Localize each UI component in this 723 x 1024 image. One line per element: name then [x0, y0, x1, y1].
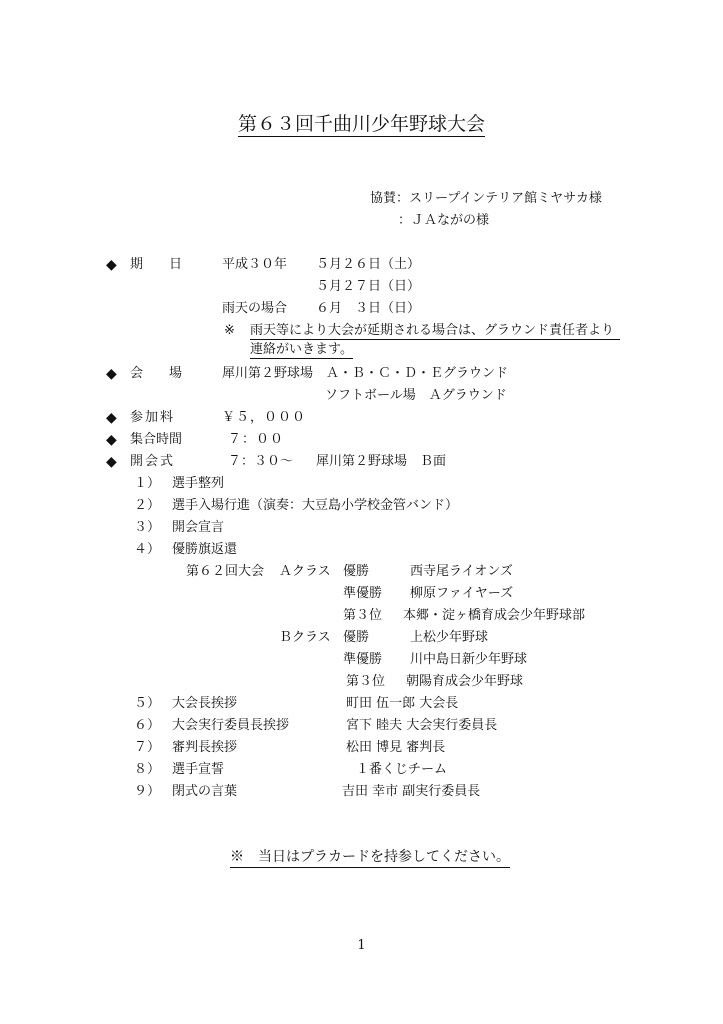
class-a-label: Ａクラス	[279, 564, 331, 579]
b-team: 川中島日新少年野球	[410, 652, 528, 667]
program-speaker: 宮下 睦夫 大会実行委員長	[346, 718, 498, 733]
program-num: ６）	[134, 718, 161, 733]
program-num: １）	[134, 476, 161, 491]
footer-note: ※ 当日はプラカードを持参してください。	[230, 849, 510, 868]
program-speaker: 吉田 幸市 副実行委員長	[342, 784, 481, 799]
page-number: 1	[357, 938, 366, 953]
program-item: 大会長挨拶	[172, 696, 238, 711]
bullet-diamond-icon: ◆	[106, 432, 117, 448]
venue-label: 会 場	[130, 366, 183, 381]
fee-value: ￥５，０００	[222, 410, 307, 425]
program-item: 閉式の言葉	[172, 784, 238, 799]
program-num: ５）	[134, 696, 161, 711]
rain-note-line-1: 雨天等により大会が延期される場合は、グラウンド責任者より	[250, 323, 620, 340]
rain-note-line-2: 連絡がいきます。	[250, 342, 353, 357]
program-item: 大会実行委員長挨拶	[172, 718, 290, 733]
program-num: ２）	[134, 498, 161, 513]
fee-label: 参加料	[130, 410, 176, 425]
ceremony-label: 開会式	[130, 454, 176, 469]
program-speaker: 町田 伍一郎 大会長	[346, 696, 459, 711]
class-b-label: Ｂクラス	[279, 630, 331, 645]
date-day-1: ５月２６日（土）	[316, 257, 421, 272]
rain-label: 雨天の場合	[222, 301, 288, 316]
a-place: 第３位	[343, 608, 383, 623]
date-era: 平成３０年	[222, 257, 288, 272]
program-item: 審判長挨拶	[172, 740, 238, 755]
venue-line-2: ソフトボール場 Ａグラウンド	[325, 388, 507, 403]
document-title: 第６３回千曲川少年野球大会	[237, 113, 485, 135]
bullet-diamond-icon: ◆	[106, 410, 117, 426]
note-mark: ※	[224, 323, 235, 338]
program-num: ９）	[134, 784, 161, 799]
program-num: ４）	[134, 542, 161, 557]
program-num: ７）	[134, 740, 161, 755]
program-item: 選手宣誓	[172, 762, 225, 777]
sponsor-line-2: ：ＪＡながの様	[398, 213, 490, 228]
a-team: 柳原ファイヤーズ	[410, 586, 514, 601]
meet-label: 集合時間	[130, 432, 183, 447]
ceremony-place: 犀川第２野球場 Ｂ面	[316, 454, 447, 469]
a-team: 本郷・淀ヶ橋育成会少年野球部	[403, 608, 586, 623]
sponsor-line-1: 協賛：スリープインテリア館ミヤサカ様	[370, 191, 602, 206]
bullet-diamond-icon: ◆	[106, 257, 117, 273]
past-tournament: 第６２回大会	[186, 564, 265, 579]
b-place: 優勝	[343, 630, 370, 645]
program-num: ３）	[134, 520, 161, 535]
date-day-2: ５月２７日（日）	[316, 279, 421, 294]
b-team: 上松少年野球	[410, 630, 489, 645]
b-team: 朝陽育成会少年野球	[406, 674, 524, 689]
bullet-diamond-icon: ◆	[106, 454, 117, 470]
b-place: 準優勝	[343, 652, 383, 667]
bullet-diamond-icon: ◆	[106, 366, 117, 382]
b-place: 第３位	[346, 674, 386, 689]
venue-line-1: 犀川第２野球場 Ａ・Ｂ・Ｃ・Ｄ・Ｅグラウンド	[222, 366, 509, 381]
program-item: 優勝旗返還	[172, 542, 238, 557]
a-team: 西寺尾ライオンズ	[410, 564, 513, 579]
program-speaker: １番くじチーム	[356, 762, 448, 777]
date-label: 期 日	[130, 257, 183, 272]
program-item: 選手入場行進（演奏：大豆島小学校金管バンド）	[172, 498, 459, 513]
rain-date: ６月 ３日（日）	[316, 301, 421, 316]
a-place: 準優勝	[343, 586, 383, 601]
meet-time: ７：００	[228, 432, 285, 447]
program-item: 開会宣言	[172, 520, 225, 535]
program-speaker: 松田 博見 審判長	[346, 740, 446, 755]
ceremony-time: ７：３０～	[228, 454, 294, 469]
a-place: 優勝	[343, 564, 370, 579]
program-item: 選手整列	[172, 476, 225, 491]
program-num: ８）	[134, 762, 161, 777]
